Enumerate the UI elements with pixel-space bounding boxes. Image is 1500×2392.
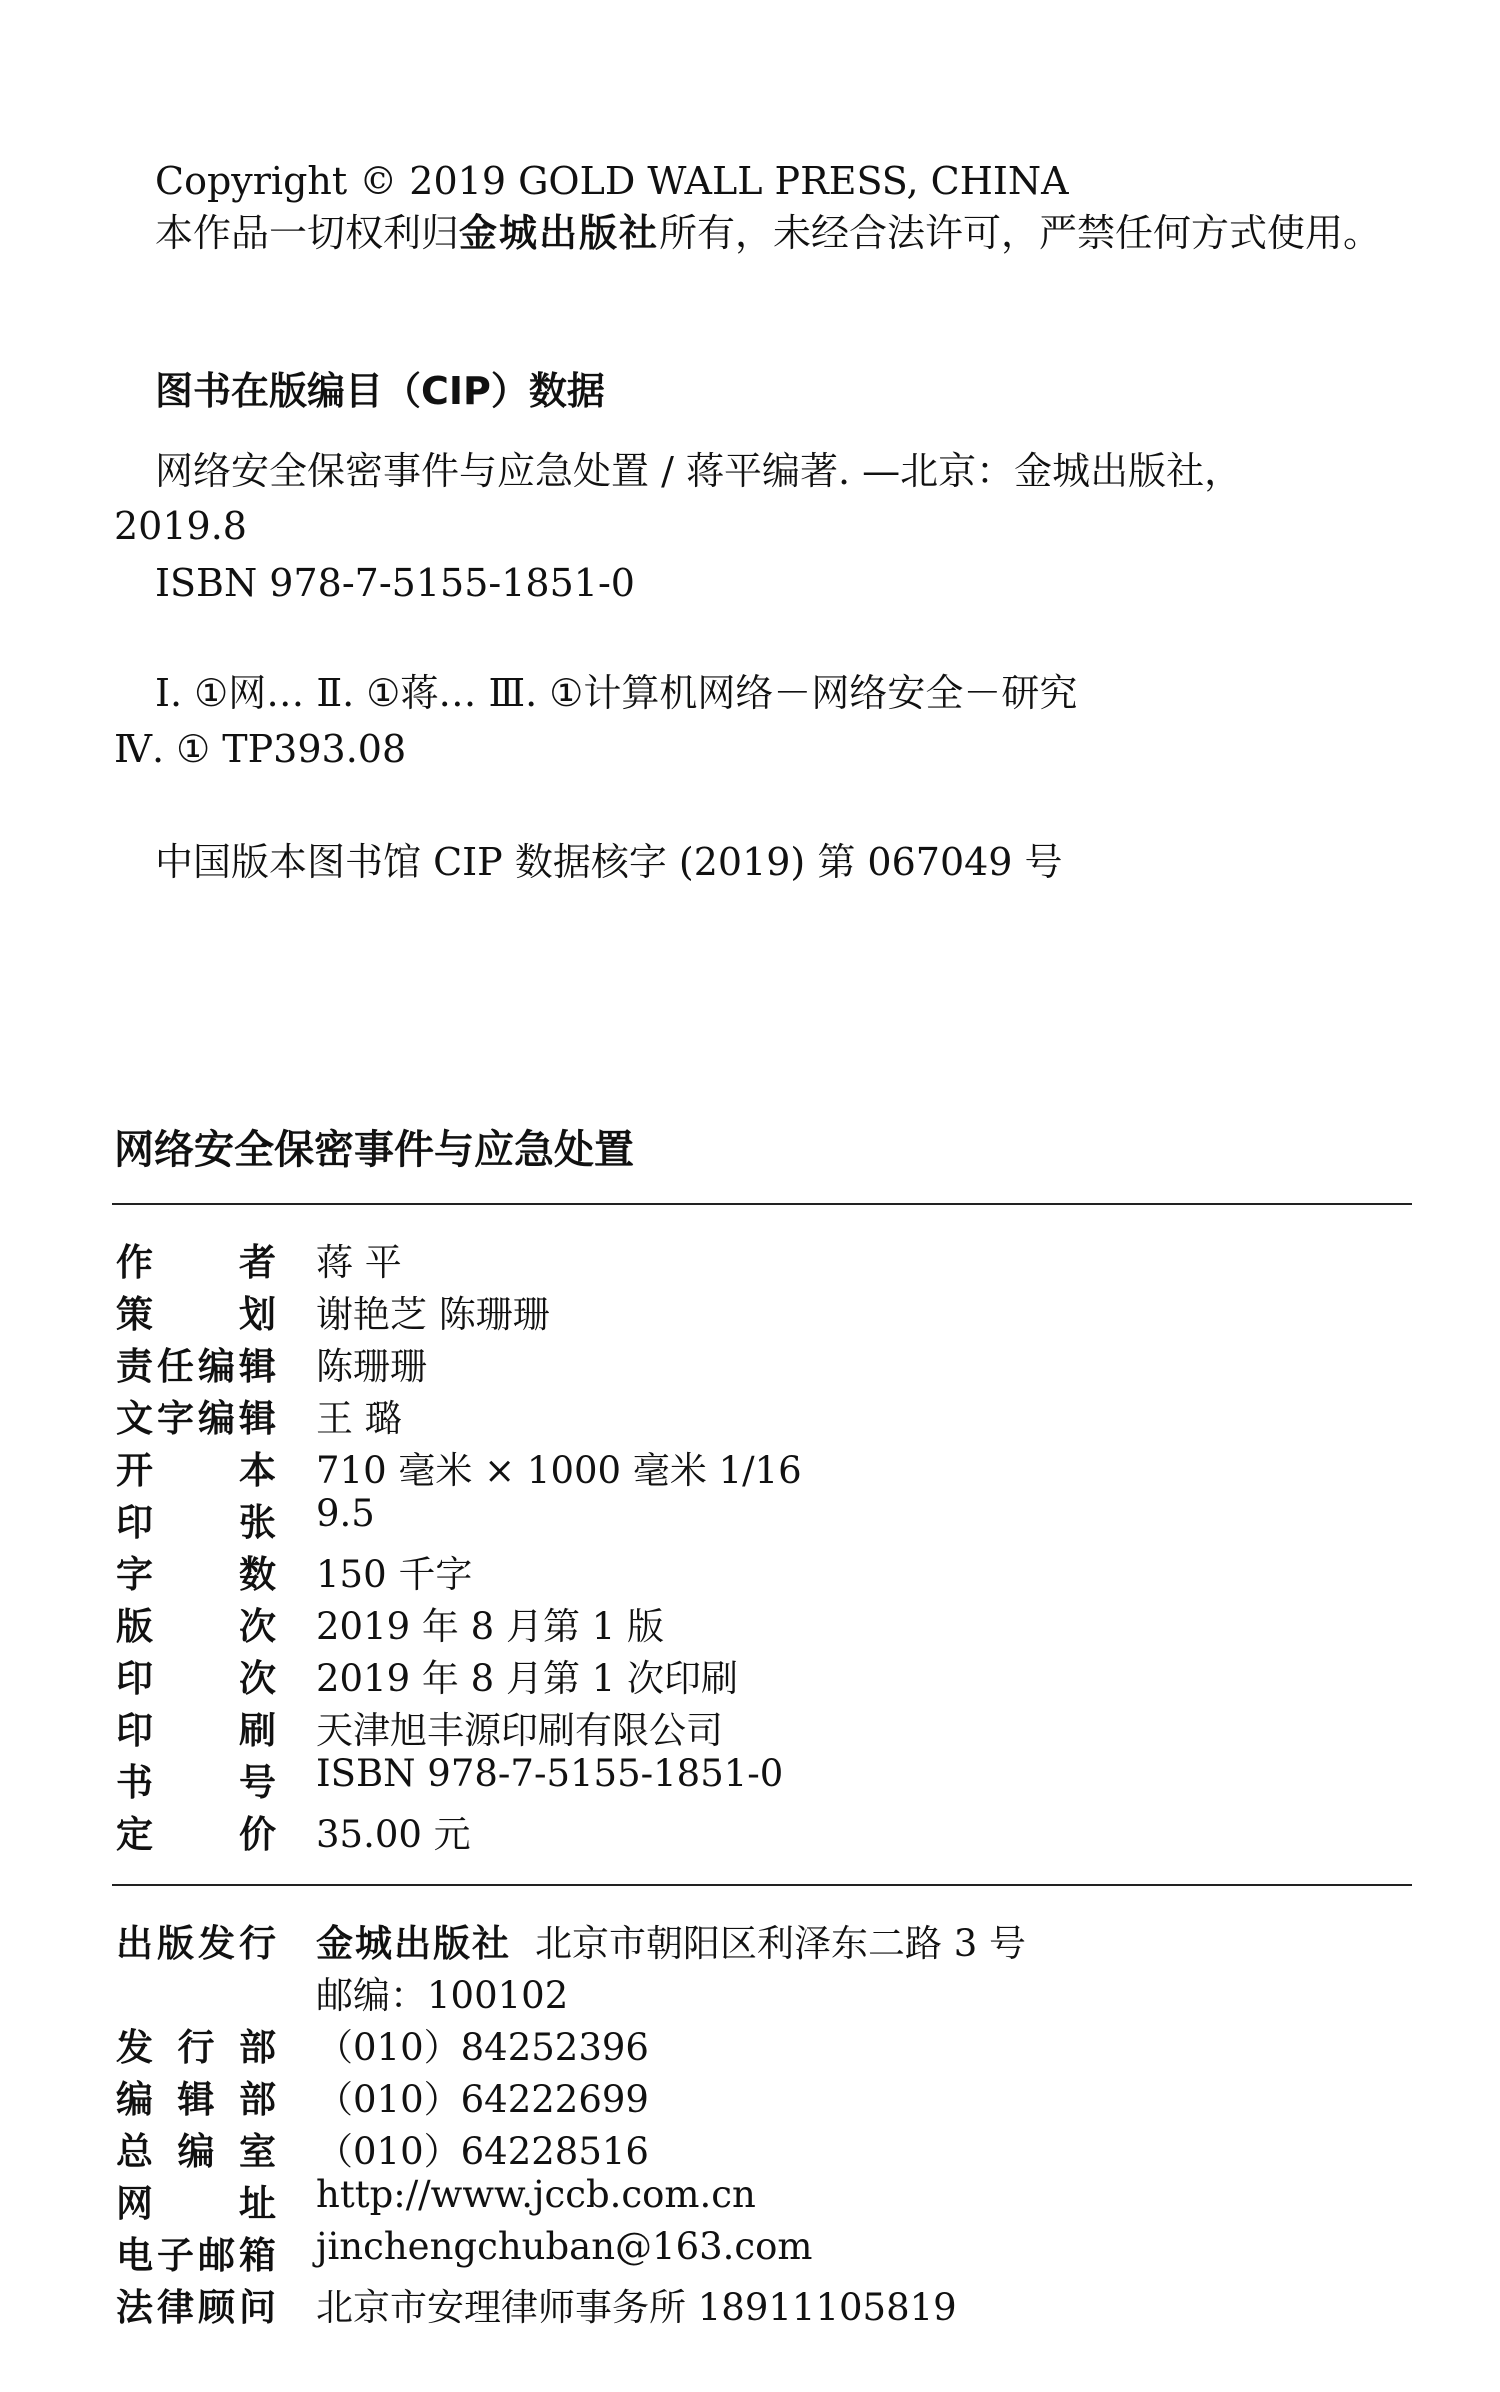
detail-value: 150 千字 <box>316 1553 473 1596</box>
publisher-label: 出版发行 <box>116 1922 276 1965</box>
publisher-address: 北京市朝阳区利泽东二路 3 号 <box>535 1922 1027 1965</box>
detail-value: 谢艳芝 陈珊珊 <box>316 1293 550 1336</box>
publisher-row <box>116 1913 1406 1965</box>
contact-label: 总编室 <box>116 2130 276 2173</box>
contact-value: （010）84252396 <box>316 2026 649 2069</box>
detail-label: 策划 <box>116 1293 276 1336</box>
detail-row <box>116 1596 1406 1648</box>
contact-value: 北京市安理律师事务所 18911105819 <box>316 2286 957 2329</box>
detail-label: 文字编辑 <box>116 1397 276 1440</box>
detail-label: 定价 <box>116 1813 276 1856</box>
detail-label: 作者 <box>116 1241 276 1284</box>
contact-value: （010）64222699 <box>316 2078 649 2121</box>
cip-citation-year: 2019.8 <box>114 504 247 548</box>
publisher-name: 金城出版社 <box>316 1922 511 1965</box>
contact-label: 网址 <box>116 2182 276 2225</box>
contact-label: 发行部 <box>116 2026 276 2069</box>
publisher-postcode: 邮编：100102 <box>316 1974 569 2017</box>
detail-value: 蒋 平 <box>316 1241 402 1284</box>
detail-value: 35.00 元 <box>316 1813 471 1856</box>
cip-classification-line: Ⅰ. ①网… Ⅱ. ①蒋… Ⅲ. ①计算机网络－网络安全－研究 <box>155 671 1078 715</box>
book-title: 网络安全保密事件与应急处置 <box>114 1127 634 1173</box>
detail-label: 责任编辑 <box>116 1345 276 1388</box>
detail-label: 版次 <box>116 1605 276 1648</box>
title-divider <box>112 1203 1412 1205</box>
contact-label: 编辑部 <box>116 2078 276 2121</box>
contact-value: （010）64228516 <box>316 2130 649 2173</box>
publisher-postcode-row <box>116 1965 1406 2017</box>
detail-value: 710 毫米 × 1000 毫米 1/16 <box>316 1449 802 1492</box>
contact-row <box>116 2069 1406 2121</box>
detail-row <box>116 1440 1406 1492</box>
detail-row <box>116 1336 1406 1388</box>
detail-row <box>116 1544 1406 1596</box>
website-link[interactable]: http://www.jccb.com.cn <box>316 2173 756 2216</box>
publisher-value <box>316 1913 1026 1967</box>
copyright-line: Copyright © 2019 GOLD WALL PRESS, CHINA <box>155 159 1069 203</box>
publisher-name-inline: 金城出版社 <box>459 211 660 255</box>
contact-row <box>116 2121 1406 2173</box>
cip-classification-number: Ⅳ. ① TP393.08 <box>114 727 407 771</box>
contact-row <box>116 2017 1406 2069</box>
detail-label: 开本 <box>116 1449 276 1492</box>
detail-row <box>116 1232 1406 1284</box>
detail-value: 2019 年 8 月第 1 版 <box>316 1605 665 1648</box>
detail-label: 字数 <box>116 1553 276 1596</box>
rights-statement <box>155 211 1382 255</box>
detail-label: 印张 <box>116 1501 276 1544</box>
detail-value: 9.5 <box>316 1492 375 1535</box>
detail-row <box>116 1804 1406 1856</box>
email-link[interactable]: jinchengchuban@163.com <box>316 2225 813 2268</box>
contact-label: 电子邮箱 <box>116 2234 276 2277</box>
contact-row <box>116 2277 1406 2329</box>
contact-label: 法律顾问 <box>116 2286 276 2329</box>
detail-label: 印刷 <box>116 1709 276 1752</box>
detail-row <box>116 1752 1406 1804</box>
detail-value: 王 璐 <box>316 1397 402 1440</box>
detail-value: 2019 年 8 月第 1 次印刷 <box>316 1657 739 1700</box>
rights-statement-post: 所有，未经合法许可，严禁任何方式使用。 <box>659 211 1382 255</box>
detail-row <box>116 1284 1406 1336</box>
cip-isbn: ISBN 978-7-5155-1851-0 <box>155 561 635 605</box>
detail-row <box>116 1388 1406 1440</box>
rights-statement-pre: 本作品一切权利归 <box>155 211 460 255</box>
detail-value: 陈珊珊 <box>316 1345 427 1388</box>
detail-row <box>116 1492 1406 1544</box>
detail-label: 书号 <box>116 1761 276 1804</box>
detail-row <box>116 1648 1406 1700</box>
contact-row <box>116 2225 1406 2277</box>
detail-value: 天津旭丰源印刷有限公司 <box>316 1709 723 1752</box>
details-divider <box>112 1884 1412 1886</box>
cip-citation-line: 网络安全保密事件与应急处置 / 蒋平编著. —北京：金城出版社， <box>155 449 1243 493</box>
cip-heading: 图书在版编目（CIP）数据 <box>155 369 605 413</box>
contact-row <box>116 2173 1406 2225</box>
detail-label: 印次 <box>116 1657 276 1700</box>
detail-row <box>116 1700 1406 1752</box>
detail-value: ISBN 978-7-5155-1851-0 <box>316 1752 784 1795</box>
cip-record-number: 中国版本图书馆 CIP 数据核字 (2019) 第 067049 号 <box>155 840 1063 884</box>
